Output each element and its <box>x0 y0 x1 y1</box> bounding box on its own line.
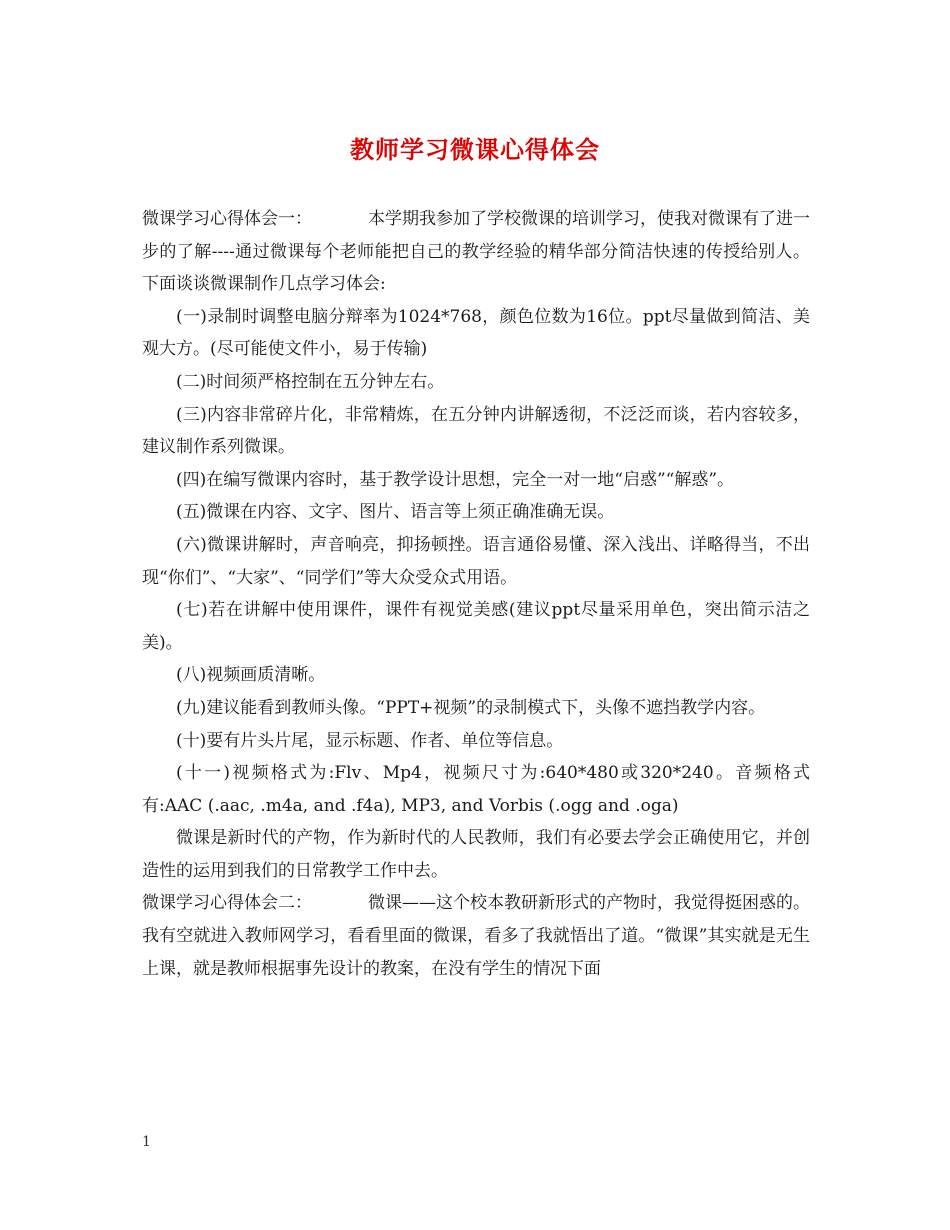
page-number: 1 <box>142 1134 151 1150</box>
document-title: 教师学习微课心得体会 <box>350 135 600 164</box>
paragraph <box>142 203 810 301</box>
paragraph-text: 本学期我参加了学校微课的培训学习，使我对微课有了进一步的了解----通过微课每个老师能把自己的教学经验的精华部分简洁快速的传授给别人。下面谈谈微课制作几点学习体会: <box>142 209 810 295</box>
paragraph <box>142 887 810 985</box>
paragraph: (八)视频画质清晰。 <box>176 665 326 686</box>
paragraph: (四)在编写微课内容时，基于教学设计思想，完全一对一地“启惑”“解惑”。 <box>176 469 735 490</box>
paragraph: (一)录制时调整电脑分辩率为1024*768，颜色位数为16位。ppt尽量做到简洁、美观大方。(尽可能使文件小，易于传输) <box>142 306 810 360</box>
paragraph: (十一)视频格式为:Flv、Mp4，视频尺寸为:640*480或320*240。音频格式有:AAC (.aac, .m4a, and .f4a), MP3, and Vorbis (.ogg and .oga) <box>142 763 810 816</box>
section-lead: 微课学习心得体会一： <box>142 209 312 229</box>
section-lead: 微课学习心得体会二： <box>142 893 312 914</box>
paragraph: (五)微课在内容、文字、图片、语言等上须正确准确无误。 <box>176 502 615 523</box>
paragraph-text: 微课——这个校本教研新形式的产物时，我觉得挺困惑的。我有空就进入教师网学习，看看里面的微课，看多了我就悟出了道。“微课”其实就是无生上课，就是教师根据事先设计的教案，在没有学生的情况下面 <box>142 893 810 979</box>
paragraph: (三)内容非常碎片化，非常精炼，在五分钟内讲解透彻，不泛泛而谈，若内容较多，建议制作系列微课。 <box>142 404 810 458</box>
paragraph: (九)建议能看到教师头像。“PPT+视频”的录制模式下，头像不遮挡教学内容。 <box>176 697 766 718</box>
paragraph: (十)要有片头片尾，显示标题、作者、单位等信息。 <box>176 730 564 751</box>
document-body <box>142 203 810 985</box>
paragraph: (七)若在讲解中使用课件，课件有视觉美感(建议ppt尽量采用单色，突出简示洁之美)。 <box>142 600 810 653</box>
paragraph: (二)时间须严格控制在五分钟左右。 <box>176 371 445 392</box>
paragraph: (六)微课讲解时，声音响亮，抑扬顿挫。语言通俗易懂、深入浅出、详略得当，不出现“你们”、“大家”、“同学们”等大众受众式用语。 <box>142 534 810 588</box>
paragraph: 微课是新时代的产物，作为新时代的人民教师，我们有必要去学会正确使用它，并创造性的运用到我们的日常教学工作中去。 <box>142 828 810 881</box>
